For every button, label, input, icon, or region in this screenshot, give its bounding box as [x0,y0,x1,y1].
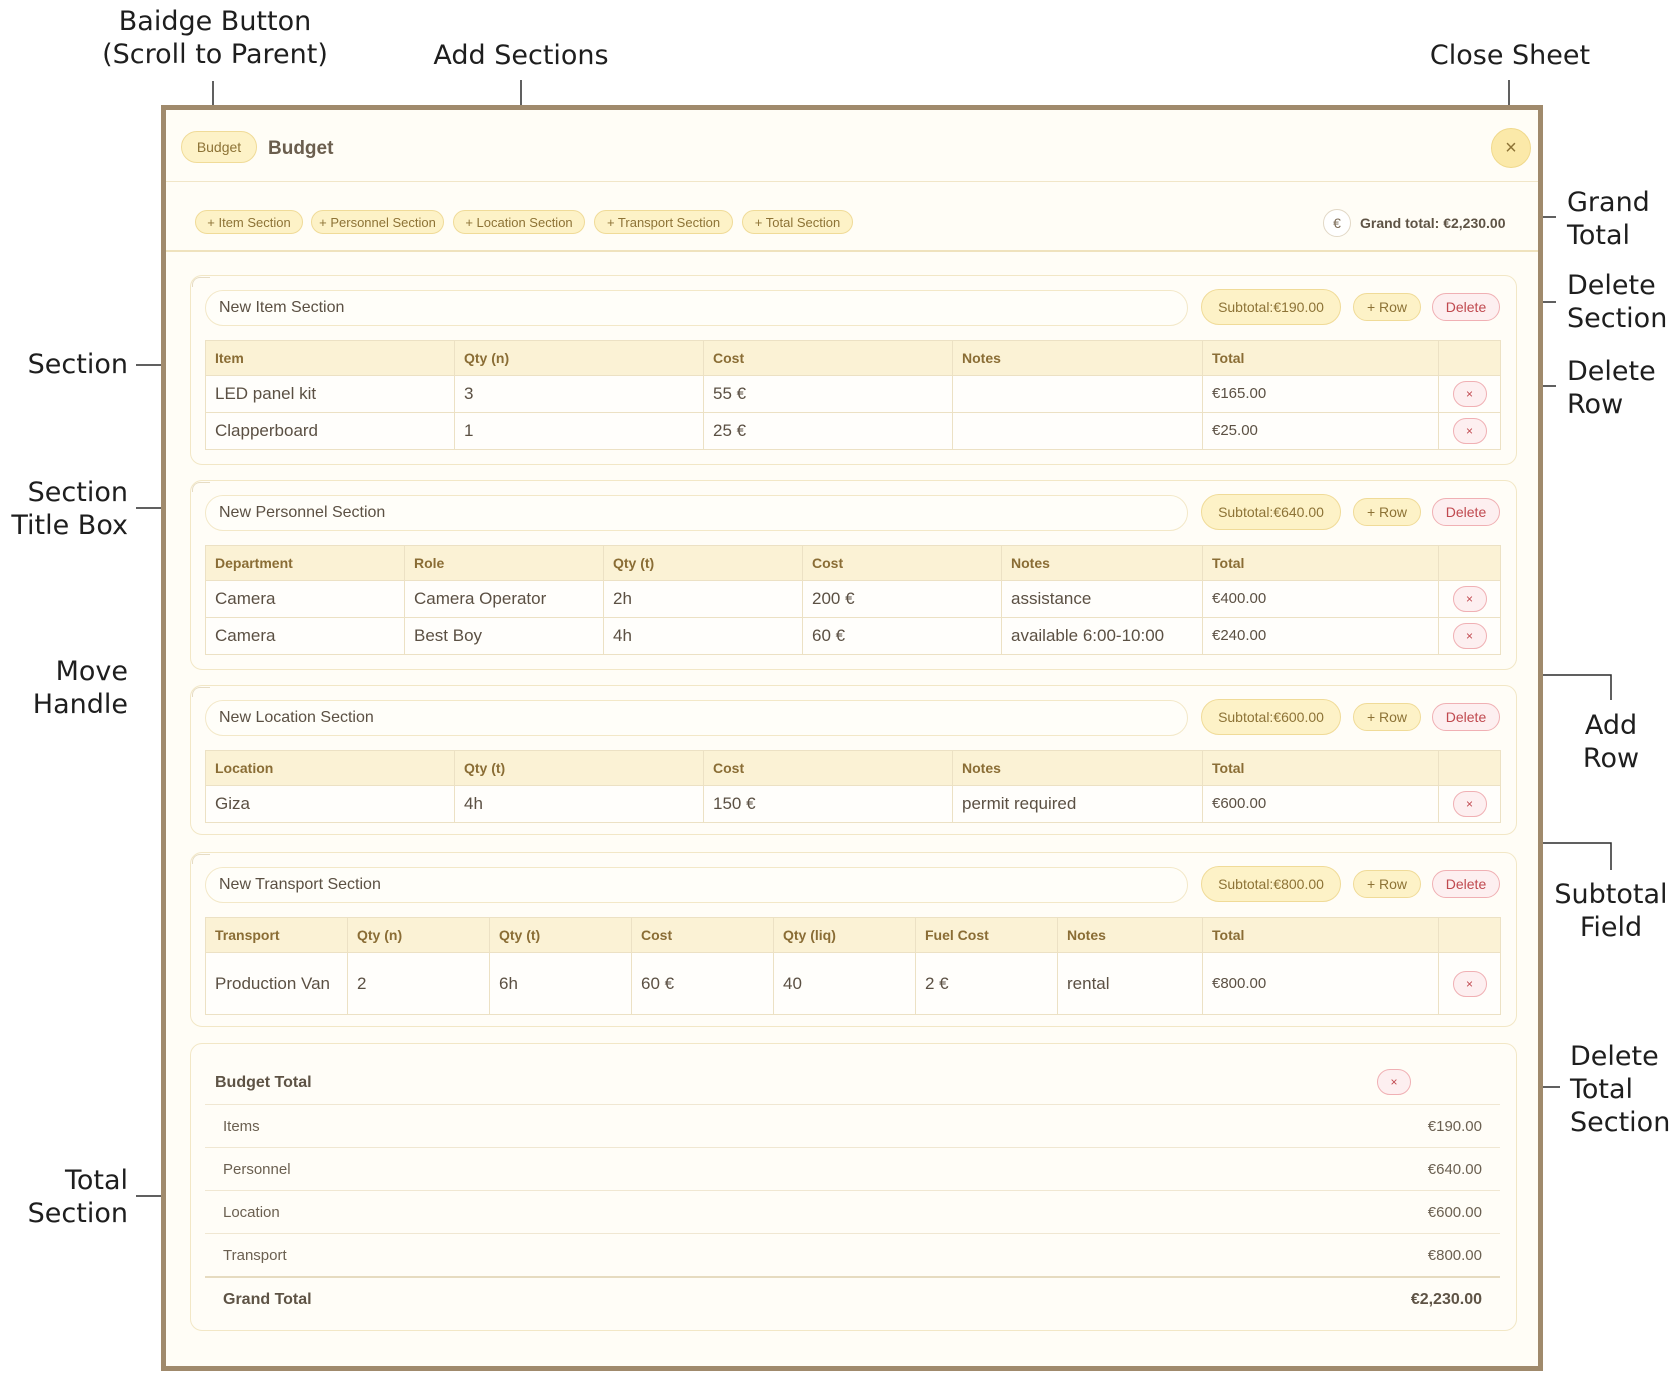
transport-section [190,852,1517,1027]
column-header: Cost [704,751,953,786]
total-row-label: Location [223,1203,280,1221]
cell-actions [1439,786,1501,823]
add-row-button[interactable]: + Row [1353,293,1421,321]
add-transport-section-button[interactable]: + Transport Section [594,210,733,234]
cell-cost[interactable]: 60 € [632,953,774,1015]
delete-row-button[interactable]: × [1453,623,1487,649]
cell-location[interactable]: Giza [206,786,455,823]
annotation-add-sections: Add Sections [433,40,609,71]
section-title-box[interactable]: New Item Section [205,290,1188,326]
item-table [205,340,1501,450]
cell-notes[interactable]: available 6:00-10:00 [1002,618,1203,655]
cell-item[interactable]: Clapperboard [206,413,455,450]
total-row-value: €190.00 [1427,1117,1482,1135]
table-header-row [206,546,1501,581]
annotation-delete-section: Delete Section [1567,270,1668,334]
annotation-grand-total: Grand Total [1567,187,1650,251]
close-icon: × [1505,136,1517,159]
move-handle[interactable] [192,687,210,697]
cell-total: €600.00 [1203,786,1439,823]
annotation-delete-row: Delete Row [1567,356,1656,420]
column-header: Transport [206,918,348,953]
annotation-section: Section [27,349,128,380]
cell-department[interactable]: Camera [206,618,405,655]
grand-total-display: Grand total: €2,230.00 [1360,215,1506,231]
delete-row-button[interactable]: × [1453,791,1487,817]
column-header-actions [1439,341,1501,376]
cell-actions [1439,581,1501,618]
table-header-row [206,341,1501,376]
column-header: Notes [1002,546,1203,581]
table-row [206,581,1501,618]
grand-total-label: Grand Total [223,1290,312,1308]
cell-notes[interactable] [953,376,1203,413]
column-header: Cost [632,918,774,953]
delete-row-button[interactable]: × [1453,418,1487,444]
add-personnel-section-button[interactable]: + Personnel Section [311,210,444,234]
annotation-badge-button: Baidge Button (Scroll to Parent) [102,6,328,70]
location-section [190,685,1517,835]
subtotal-field: Subtotal:€190.00 [1201,289,1341,325]
column-header-actions [1439,751,1501,786]
section-title-box[interactable]: New Personnel Section [205,495,1188,531]
cell-cost[interactable]: 200 € [803,581,1002,618]
total-row-value: €800.00 [1427,1246,1482,1264]
column-header: Notes [953,751,1203,786]
cell-department[interactable]: Camera [206,581,405,618]
column-header: Qty (n) [455,341,704,376]
euro-icon: € [1323,209,1351,237]
cell-notes[interactable]: rental [1058,953,1203,1015]
cell-notes[interactable]: permit required [953,786,1203,823]
grand-total-value: €2,230.00 [1410,1290,1482,1308]
cell-actions [1439,376,1501,413]
add-row-button[interactable]: + Row [1353,498,1421,526]
annotation-add-row: Add Row [1582,710,1640,774]
column-header: Qty (n) [348,918,490,953]
column-header: Cost [704,341,953,376]
total-row-transport [205,1233,1500,1276]
cell-qty[interactable]: 4h [604,618,803,655]
column-header: Total [1203,751,1439,786]
total-row-location [205,1190,1500,1233]
column-header-actions [1439,546,1501,581]
column-header: Location [206,751,455,786]
cell-total: €240.00 [1203,618,1439,655]
section-title-box[interactable]: New Location Section [205,700,1188,736]
annotation-delete-total-section: Delete Total Section [1570,1041,1671,1138]
move-handle[interactable] [192,854,210,864]
add-sections-toolbar [166,182,1538,252]
column-header: Fuel Cost [916,918,1058,953]
cell-total: €25.00 [1203,413,1439,450]
column-header: Qty (liq) [774,918,916,953]
cell-cost[interactable]: 55 € [704,376,953,413]
column-header: Qty (t) [490,918,632,953]
column-header: Total [1203,546,1439,581]
cell-notes[interactable] [953,413,1203,450]
subtotal-field: Subtotal:€800.00 [1201,866,1341,902]
cell-total: €400.00 [1203,581,1439,618]
total-section [190,1043,1517,1331]
total-row-value: €640.00 [1427,1160,1482,1178]
move-handle[interactable] [192,277,210,287]
table-row [206,376,1501,413]
table-row [206,413,1501,450]
cell-qty[interactable]: 2h [604,581,803,618]
total-row-personnel [205,1147,1500,1190]
delete-total-section-button[interactable]: × [1377,1069,1411,1095]
item-section [190,275,1517,465]
cell-actions [1439,413,1501,450]
personnel-table [205,545,1501,655]
column-header: Total [1203,341,1439,376]
cell-qty-liq[interactable]: 40 [774,953,916,1015]
table-header-row [206,751,1501,786]
total-section-title: Budget Total [215,1074,312,1091]
cell-actions [1439,618,1501,655]
subtotal-field: Subtotal:€600.00 [1201,699,1341,735]
table-row [206,786,1501,823]
delete-section-button[interactable]: Delete [1432,498,1500,526]
column-header: Total [1203,918,1439,953]
personnel-section [190,480,1517,670]
add-row-button[interactable]: + Row [1353,703,1421,731]
cell-actions [1439,953,1501,1015]
table-header-row [206,918,1501,953]
table-row [206,953,1501,1015]
cell-role[interactable]: Best Boy [405,618,604,655]
cell-cost[interactable]: 25 € [704,413,953,450]
delete-row-button[interactable]: × [1453,586,1487,612]
total-row-items [205,1104,1500,1147]
cell-total: €165.00 [1203,376,1439,413]
total-row-grand [205,1276,1500,1321]
column-header: Notes [1058,918,1203,953]
sheet-title: Budget [268,138,334,159]
cell-qty-n[interactable]: 2 [348,953,490,1015]
annotation-move-handle: Move Handle [32,656,128,720]
cell-cost[interactable]: 60 € [803,618,1002,655]
cell-fuel-cost[interactable]: 2 € [916,953,1058,1015]
add-row-button[interactable]: + Row [1353,870,1421,898]
cell-notes[interactable]: assistance [1002,581,1203,618]
add-item-section-button[interactable]: + Item Section [195,210,303,234]
cell-role[interactable]: Camera Operator [405,581,604,618]
column-header: Notes [953,341,1203,376]
badge-button[interactable]: Budget [181,131,257,163]
column-header: Cost [803,546,1002,581]
table-row [206,618,1501,655]
total-row-label: Transport [223,1246,287,1264]
delete-section-button[interactable]: Delete [1432,703,1500,731]
sheet-header [166,110,1538,182]
total-row-label: Personnel [223,1160,291,1178]
location-table [205,750,1501,823]
transport-table [205,917,1501,1015]
delete-row-button[interactable]: × [1453,381,1487,407]
total-row-label: Items [223,1117,260,1135]
annotation-subtotal-field: Subtotal Field [1554,879,1668,943]
move-handle[interactable] [192,482,210,492]
annotation-total-section: Total Section [27,1165,128,1229]
cell-transport[interactable]: Production Van [206,953,348,1015]
delete-section-button[interactable]: Delete [1432,870,1500,898]
section-title-box[interactable]: New Transport Section [205,867,1188,903]
budget-sheet [161,105,1543,1371]
delete-row-button[interactable]: × [1453,971,1487,997]
cell-total: €800.00 [1203,953,1439,1015]
cell-qty[interactable]: 3 [455,376,704,413]
cell-qty[interactable]: 4h [455,786,704,823]
column-header: Item [206,341,455,376]
column-header: Qty (t) [455,751,704,786]
annotation-section-title-box: Section Title Box [11,477,128,541]
column-header-actions [1439,918,1501,953]
cell-qty-t[interactable]: 6h [490,953,632,1015]
column-header: Role [405,546,604,581]
column-header: Department [206,546,405,581]
column-header: Qty (t) [604,546,803,581]
subtotal-field: Subtotal:€640.00 [1201,494,1341,530]
total-row-value: €600.00 [1427,1203,1482,1221]
cell-qty[interactable]: 1 [455,413,704,450]
cell-cost[interactable]: 150 € [704,786,953,823]
add-total-section-button[interactable]: + Total Section [742,210,853,234]
annotation-close-sheet: Close Sheet [1429,40,1591,71]
add-location-section-button[interactable]: + Location Section [453,210,585,234]
cell-item[interactable]: LED panel kit [206,376,455,413]
close-sheet-button[interactable] [1491,128,1531,168]
delete-section-button[interactable]: Delete [1432,293,1500,321]
